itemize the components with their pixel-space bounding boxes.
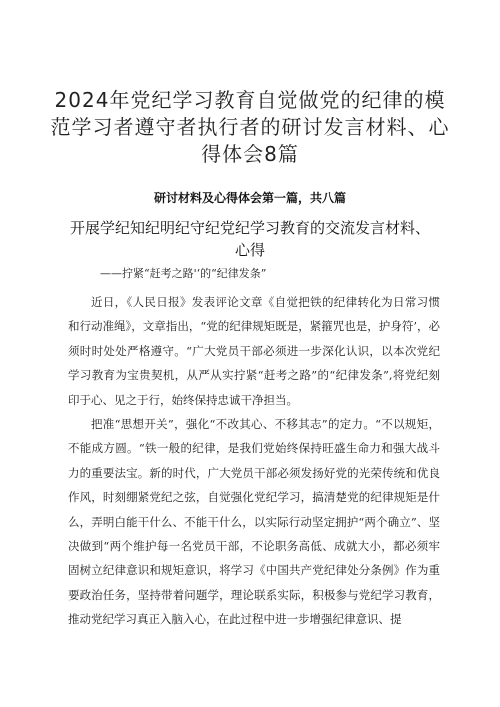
article-title: 开展学纪知纪明纪守纪党纪学习教育的交流发言材料、心得	[70, 219, 431, 259]
section-heading: 研讨材料及心得体会第一篇，共八篇	[153, 191, 346, 205]
body-paragraph-1: 近日，《人民日报》发表评论文章《自觉把铁的纪律转化为日常习惯和行动准绳》，文章指出，“党的纪律规矩既是，紧箍咒也是，护身符’，必须时时处处严格遵守。“广大党员干部必须进一步深化认识，以本次党纪学习教育为宝贵契机，从严从实拧紧“赶考之路”的“纪律发条”,将党纪刻印于心、见之于行，始终保持忠诚干净担当。	[68, 295, 440, 407]
article-body	[68, 290, 440, 632]
document-title: 2024年党纪学习教育自觉做党的纪律的模范学习者遵守者执行者的研讨发言材料、心得体会8篇	[50, 88, 450, 166]
body-paragraph-2: 把准“思想开关”，强化“不改其心、不移其志”的定力。“不以规矩，不能成方圆。“铁一般的纪律，是我们党始终保持旺盛生命力和强大战斗力的重要法宝。新的时代，广大党员干部必须发扬好党的光荣传统和优良作风，时刻绷紧党纪之弦，自觉强化党纪学习，搞清楚党的纪律规矩是什么，弄明白能干什么、不能干什么，以实际行动坚定拥护“两个确立”、坚决做到“两个维护每一名党员干部，不论职务高低、成就大小，都必须牢固树立纪律意识和规矩意识，将学习《中国共产党纪律处分条例》作为重要政治任务，坚持带着问题学，理论联系实际，积极参与党纪学习教育，推动党纪学习真正入脑入心，在此过程中进一步增强纪律意识、提	[68, 417, 440, 627]
article-subtitle: ——拧紧“赶考之路'‘的“纪律发条”	[100, 267, 267, 280]
